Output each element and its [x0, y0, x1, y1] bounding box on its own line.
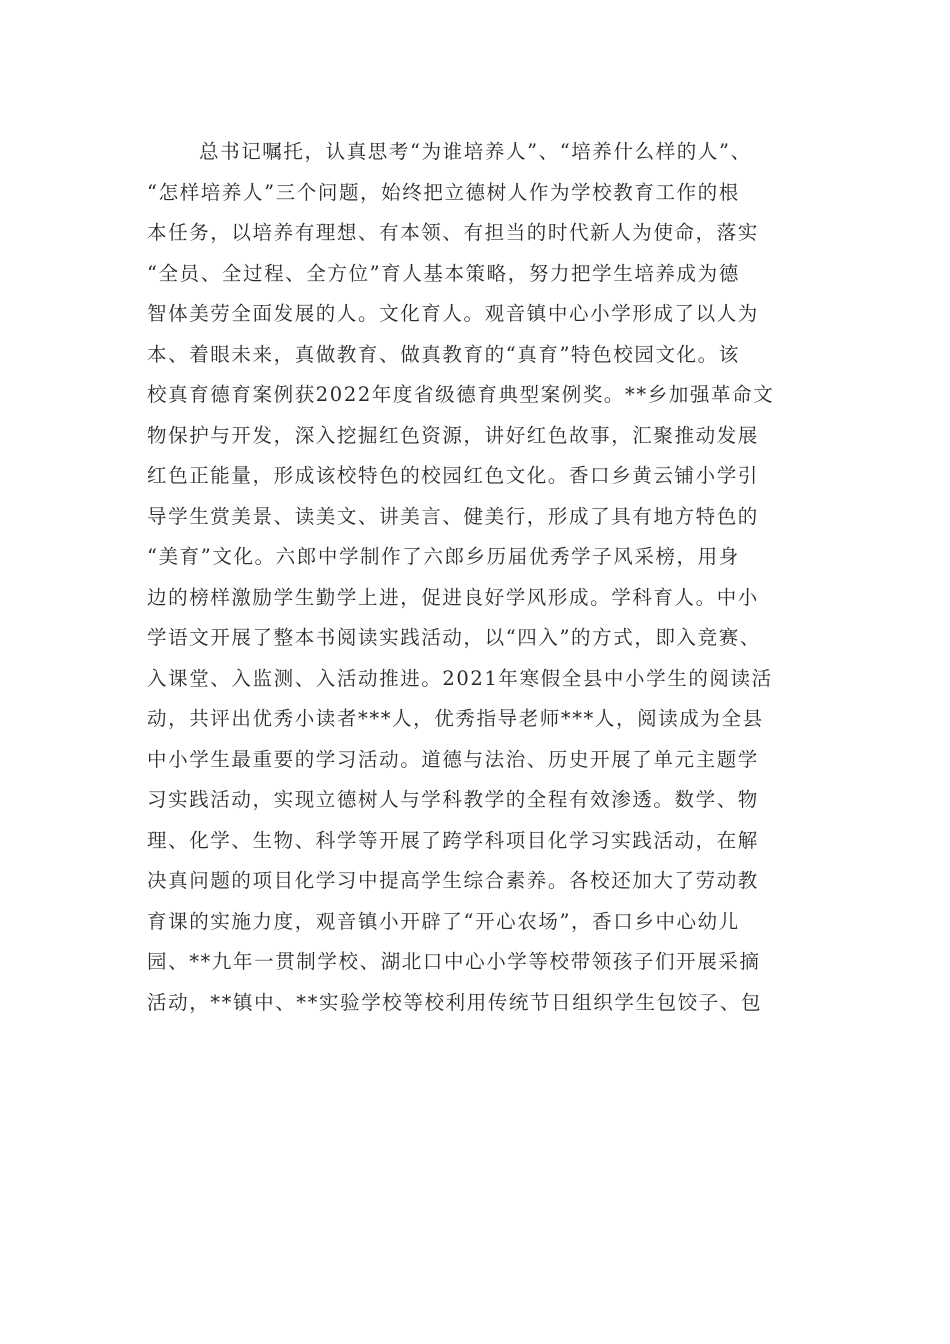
text-line: 智体美劳全面发展的人。文化育人。观音镇中心小学形成了以人为: [147, 302, 759, 325]
text-line: 中小学生最重要的学习活动。道德与法治、历史开展了单元主题学: [147, 747, 759, 771]
text-line: “美育”文化。六郎中学制作了六郎乡历届优秀学子风采榜，用身: [147, 545, 740, 568]
text-line: 活动，**镇中、**实验学校等校利用传统节日组织学生包饺子、包: [147, 990, 763, 1014]
text-line: 育课的实施力度，观音镇小开辟了“开心农场”，香口乡中心幼儿: [147, 909, 740, 933]
text-line: 园、**九年一贯制学校、湖北口中心小学等校带领孩子们开展采摘: [147, 950, 761, 973]
text-line: “怎样培养人”三个问题，始终把立德树人作为学校教育工作的根: [147, 180, 740, 204]
text-line: 本任务，以培养有理想、有本领、有担当的时代新人为使命，落实: [147, 221, 759, 244]
text-line: 决真问题的项目化学习中提高学生综合素养。各校还加大了劳动教: [147, 869, 759, 892]
text-line: “全员、全过程、全方位”育人基本策略，努力把学生培养成为德: [147, 261, 740, 285]
text-line: 总书记嘱托，认真思考“为谁培养人”、“培养什么样的人”、: [199, 140, 752, 163]
body-paragraph: [147, 132, 817, 1023]
text-line: 物保护与开发，深入挖掘红色资源，讲好红色故事，汇聚推动发展: [147, 423, 759, 447]
text-line: 本、着眼未来，真做教育、做真教育的“真育”特色校园文化。该: [147, 342, 740, 366]
text-line: 校真育德育案例获2022年度省级德育典型案例奖。**乡加强革命文: [147, 383, 775, 406]
text-line: 红色正能量，形成该校特色的校园红色文化。香口乡黄云铺小学引: [147, 464, 759, 487]
text-line: 动，共评出优秀小读者***人，优秀指导老师***人，阅读成为全县: [147, 707, 764, 730]
text-line: 理、化学、生物、科学等开展了跨学科项目化学习实践活动，在解: [147, 828, 759, 852]
text-line: 入课堂、入监测、入活动推进。2021年寒假全县中小学生的阅读活: [147, 666, 773, 690]
text-line: 边的榜样激励学生勤学上进，促进良好学风形成。学科育人。中小: [147, 585, 759, 609]
text-line: 导学生赏美景、读美文、讲美言、健美行，形成了具有地方特色的: [147, 504, 759, 528]
text-line: 习实践活动，实现立德树人与学科教学的全程有效渗透。数学、物: [147, 788, 759, 811]
text-line: 学语文开展了整本书阅读实践活动，以“四入”的方式，即入竞赛、: [147, 626, 761, 649]
